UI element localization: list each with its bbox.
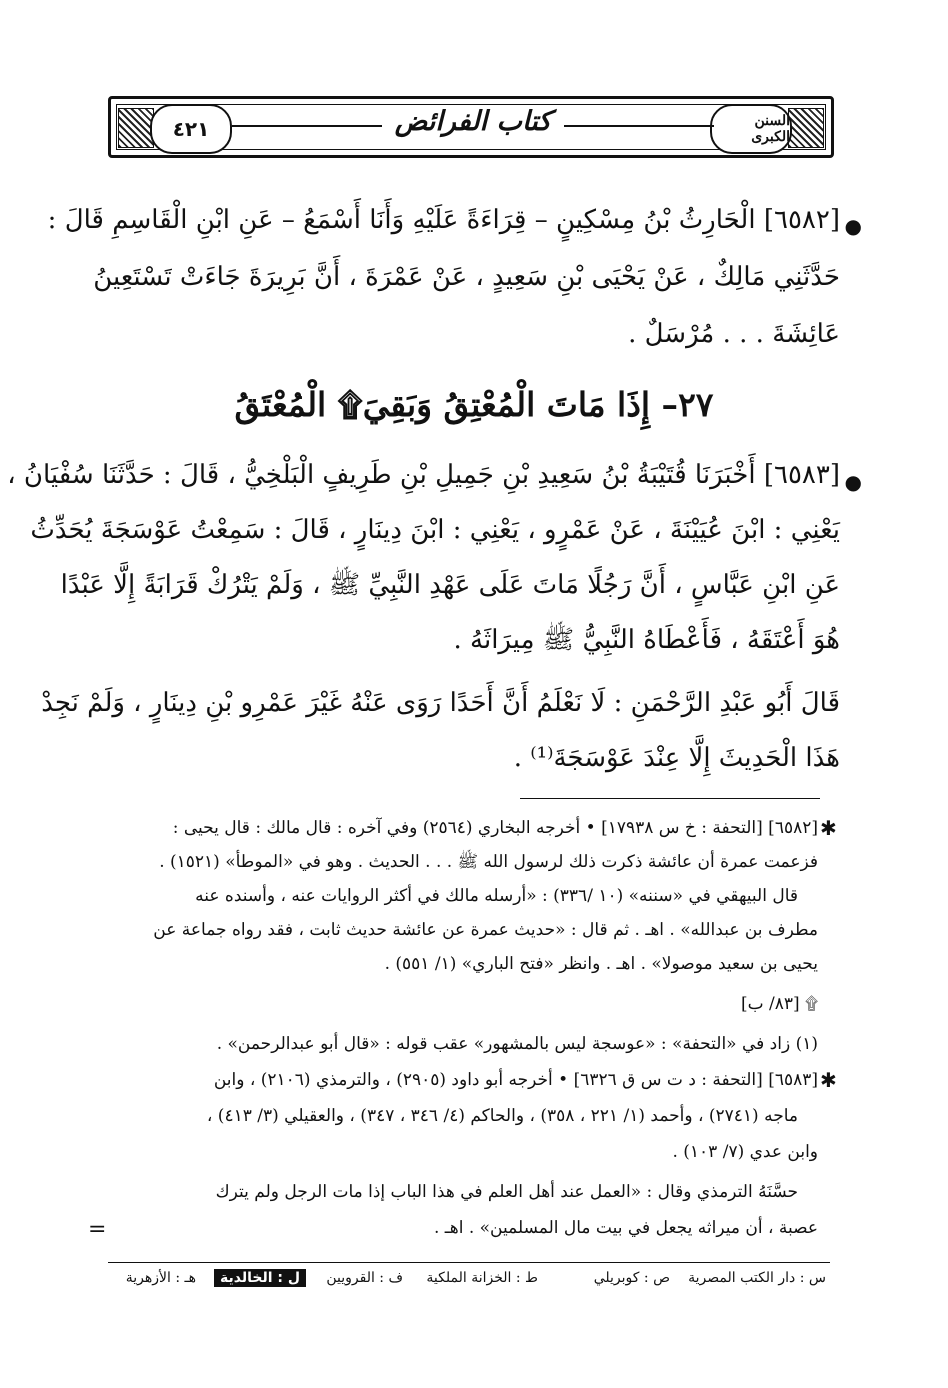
legend-rule: [108, 1262, 830, 1263]
legend-item: ص : كوبريلي: [593, 1270, 670, 1286]
hadith-6583-line-2: يَعْنِي : ابْنَ عُيَيْنَةَ ، عَنْ عَمْرٍو ، يَعْنِي : ابْنَ دِينَارٍ ، قَالَ : سَمِعْتُ عَوْسَجَةَ يُحَدِّثُ: [30, 515, 840, 545]
footnote-line-10: وابن عدي (٧/ ١٠٣) .: [672, 1142, 818, 1162]
footnote-line-7: (١) زاد في «التحفة» : «عوسجة ليس بالمشهور» عقب قوله : «قال أبو عبدالرحمن» .: [216, 1034, 818, 1054]
legend-item: ط : الخزانة الملكية: [426, 1270, 538, 1286]
legend-item: هـ : الأزهرية: [125, 1270, 196, 1286]
hadith-6583-line-3: عَنِ ابْنِ عَبَّاسٍ ، أَنَّ رَجُلًا مَاتَ عَلَى عَهْدِ النَّبِيِّ ﷺ ، وَلَمْ يَتْرُكْ قَرَابَةً إِلَّا عَبْدًا: [60, 570, 840, 600]
header-rule-right: [564, 125, 714, 127]
page-number: ٤٢١: [150, 104, 232, 154]
footnote-line-12: عصبة ، أن ميراثه يجعل في بيت مال المسلمين» . اهـ .: [433, 1218, 818, 1238]
footnote-divider: [520, 798, 820, 799]
footnote-line-3: قال البيهقي في «سننه» (١٠ /٣٣٦) : «أرسله مالك في أكثر الروايات عنه ، وأسنده عنه: [195, 886, 798, 906]
ornament-right: [788, 108, 824, 148]
legend-item: ف : القرويين: [326, 1270, 403, 1286]
asterisk-icon: ✱: [820, 1068, 837, 1092]
hadith-6582-line-3: عَائِشَةَ . . . مُرْسَلٌ .: [628, 319, 840, 349]
legend-item-highlight: ل : الخالدية: [214, 1270, 306, 1286]
footnote-line-2: فزعمت عمرة أن عائشة ذكرت ذلك لرسول الله ﷺ . . . الحديث . وهو في «الموطأ» (١٥٢١) .: [159, 852, 818, 872]
hadith-6583-line-1: [٦٥٨٣] أَخْبَرَنَا قُتَيْبَةُ بْنُ سَعِيدِ بْنِ جَمِيلِ بْنِ طَرِيفٍ الْبَلْخِيُّ ، قَالَ : حَدَّثَنَا سُفْيَانُ ،: [7, 460, 840, 490]
continuation-mark: =: [88, 1217, 107, 1242]
commentary-line-1: قَالَ أَبُو عَبْدِ الرَّحْمَنِ : لَا نَعْلَمُ أَنَّ أَحَدًا رَوَى عَنْهُ غَيْرَ عَمْرِو بْنِ دِينَارٍ ، وَلَمْ نَجِدْ: [41, 688, 840, 718]
footnote-line-1: [٦٥٨٢] [التحفة : خ س ١٧٩٣٨] • أخرجه البخاري (٢٥٦٤) وفي آخره : قال مالك : قال يحيى :: [172, 818, 818, 838]
section-heading: ٢٧– إِذَا مَاتَ الْمُعْتِقُ وَبَقِيَ۩ الْمُعْتَقُ: [234, 385, 714, 424]
footnote-line-5: يحيى بن سعيد موصولا» . اهـ . وانظر «فتح الباري» (١/ ٥٥١) .: [384, 954, 818, 974]
chapter-title: كتاب الفرائض: [394, 106, 552, 137]
header-rule-left: [232, 125, 382, 127]
footnote-line-9: ماجه (٢٧٤١) ، وأحمد (١/ ٢٢١ ، ٣٥٨) ، والحاكم (٤/ ٣٤٦ ، ٣٤٧) ، والعقيلي (٣/ ٤١٣) ،: [206, 1106, 798, 1126]
commentary-line-2: هَذَا الْحَدِيثَ إِلَّا عِنْدَ عَوْسَجَةَ⁽¹⁾ .: [513, 743, 840, 773]
hadith-6582-line-2: حَدَّثَنِي مَالِكٌ ، عَنْ يَحْيَى بْنِ سَعِيدٍ ، عَنْ عَمْرَةَ ، أَنَّ بَرِيرَةَ جَاءَتْ تَسْتَعِينُ: [93, 262, 840, 292]
book-emblem: السنن الكبرى: [710, 104, 792, 154]
footnote-line-6: ۩ [٨٣/ ب]: [740, 994, 818, 1014]
hadith-6582-line-1: [٦٥٨٢] الْحَارِثُ بْنُ مِسْكِينٍ – قِرَاءَةً عَلَيْهِ وَأَنَا أَسْمَعُ – عَنِ ابْنِ الْقَاسِمِ قَالَ :: [47, 205, 840, 235]
ornament-left: [118, 108, 154, 148]
bullet-icon: ●: [844, 470, 862, 494]
footnote-line-4: مطرف بن عبدالله» . اهـ . ثم قال : «حديث عمرة عن عائشة حديث ثابت ، فقد رواه جماعة عن: [153, 920, 818, 940]
hadith-6583-line-4: هُوَ أَعْتَقَهُ ، فَأَعْطَاهُ النَّبِيُّ ﷺ مِيرَاثَهُ .: [453, 625, 840, 655]
page-header: [108, 96, 834, 158]
footnote-line-8: [٦٥٨٣] [التحفة : د ت س ق ٦٣٢٦] • أخرجه أبو داود (٢٩٠٥) ، والترمذي (٢١٠٦) ، وابن: [213, 1070, 818, 1090]
legend-item: س : دار الكتب المصرية: [688, 1270, 826, 1286]
footnote-line-11: حسَّنَهُ الترمذي وقال : «العمل عند أهل العلم في هذا الباب إذا مات الرجل ولم يترك: [215, 1182, 798, 1202]
asterisk-icon: ✱: [820, 816, 837, 840]
bullet-icon: ●: [844, 214, 862, 238]
